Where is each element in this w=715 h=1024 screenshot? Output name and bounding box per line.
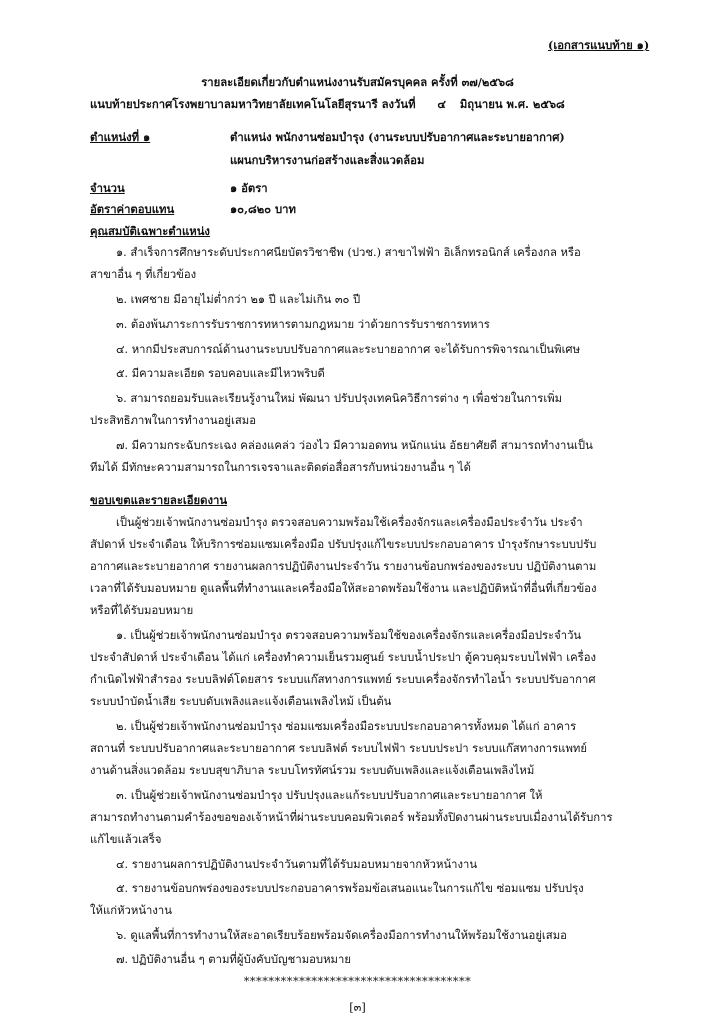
quantity-label: จำนวน: [90, 181, 125, 195]
separator-stars: *************************************: [243, 975, 472, 988]
qualification-item-3: ๓. ต้องพ้นภาระการรับราชการทหารตามกฎหมาย ว่าด้วยการรับราชการทหาร: [116, 318, 490, 331]
qualification-item-1: ๑. สำเร็จการศึกษาระดับประกาศนียบัตรวิชาชีพ (ปวช.) สาขาไฟฟ้า อิเล็กทรอนิกส์ เครื่องกล หรือ: [116, 246, 581, 259]
scope-item-1-line: ประจำสัปดาห์ ประจำเดือน ได้แก่ เครื่องทำความเย็นรวมศูนย์ ระบบน้ำประปา ตู้ควบคุมระบบไฟฟ้า เครื่อง: [90, 651, 597, 664]
scope-item-3-line: สามารถทำงานตามคำร้องขอของเจ้าหน้าที่ผ่านระบบคอมพิวเตอร์ พร้อมทั้งปิดงานผ่านระบบเมื่องานได้รับการ: [90, 811, 613, 824]
qualification-item-7-cont: ทีมได้ มีทักษะความสามารถในการเจรจาและติดต่อสื่อสารกับหน่วยงานอื่น ๆ ได้: [90, 461, 471, 474]
heading-line-1: รายละเอียดเกี่ยวกับตำแหน่งงานรับสมัครบุคคล ครั้งที่ ๓๗/๒๕๖๘: [201, 75, 514, 89]
qualification-item-5: ๕. มีความละเอียด รอบคอบและมีไหวพริบดี: [116, 367, 325, 380]
position-title: ตำแหน่ง พนักงานซ่อมบำรุง (งานระบบปรับอากาศและระบายอากาศ): [230, 130, 565, 144]
scope-intro-line: หรือที่ได้รับมอบหมาย: [90, 604, 194, 617]
quantity-value: ๑ อัตรา: [230, 181, 268, 195]
heading-prefix: แนบท้ายประกาศโรงพยาบาลมหาวิทยาลัยเทคโนโลยีสุรนารี ลงวันที่: [90, 97, 416, 111]
heading-suffix: มิถุนายน พ.ศ. ๒๕๖๘: [459, 97, 565, 111]
qualification-item-1-cont: สาขาอื่น ๆ ที่เกี่ยวข้อง: [90, 268, 197, 281]
scope-title: ขอบเขตและรายละเอียดงาน: [90, 493, 228, 507]
annex-label: (เอกสารแนบท้าย ๑): [548, 38, 650, 52]
heading-line-2: [90, 97, 565, 111]
scope-item-4-line: ๔. รายงานผลการปฏิบัติงานประจำวันตามที่ได้รับมอบหมายจากหัวหน้างาน: [116, 858, 478, 871]
scope-item-1-line: ๑. เป็นผู้ช่วยเจ้าพนักงานซ่อมบำรุง ตรวจสอบความพร้อมใช้ของเครื่องจักรและเครื่องมือประจำวัน: [116, 629, 582, 642]
qualification-item-2: ๒. เพศชาย มีอายุไม่ต่ำกว่า ๒๑ ปี และไม่เกิน ๓๐ ปี: [116, 293, 361, 306]
salary-label: อัตราค่าตอบแทน: [90, 202, 175, 216]
page-number: [๓]: [349, 1001, 366, 1014]
scope-item-5-line: ๕. รายงานข้อบกพร่องของระบบประกอบอาคารพร้อมข้อเสนอแนะในการแก้ไข ซ่อมแซม ปรับปรุง: [116, 882, 584, 895]
salary-value: ๑๐,๘๒๐ บาท: [230, 202, 296, 216]
qualification-item-6-cont: ประสิทธิภาพในการทำงานอยู่เสมอ: [90, 414, 257, 427]
position-label: ตำแหน่งที่ ๑: [90, 130, 151, 144]
qualification-item-6: ๖. สามารถยอมรับและเรียนรู้งานใหม่ พัฒนา ปรับปรุงเทคนิควิธีการต่าง ๆ เพื่อช่วยในการเพิ่ม: [116, 392, 563, 405]
scope-item-3-line: ๓. เป็นผู้ช่วยเจ้าพนักงานซ่อมบำรุง ปรับปรุงและแก้ระบบปรับอากาศและระบายอากาศ ให้: [116, 789, 543, 802]
qualification-item-4: ๔. หากมีประสบการณ์ด้านงานระบบปรับอากาศและระบายอากาศ จะได้รับการพิจารณาเป็นพิเศษ: [116, 343, 581, 356]
scope-intro-line: เวลาที่ได้รับมอบหมาย ดูแลพื้นที่ทำงานและเครื่องมือให้สะอาดพร้อมใช้งาน และปฏิบัติหน้าที่อื่นที่เกี่ยวข้อง: [90, 582, 597, 595]
scope-item-5-line: ให้แก่หัวหน้างาน: [90, 904, 172, 917]
scope-item-2-line: งานด้านสิ่งแวดล้อม ระบบสุขาภิบาล ระบบโทรทัศน์รวม ระบบดับเพลิงและแจ้งเตือนเพลิงไหม้: [90, 764, 535, 777]
scope-item-6-line: ๖. ดูแลพื้นที่การทำงานให้สะอาดเรียบร้อยพร้อมจัดเครื่องมือการทำงานให้พร้อมใช้งานอยู่เสมอ: [116, 929, 567, 942]
scope-item-2-line: สถานที่ ระบบปรับอากาศและระบายอากาศ ระบบลิฟต์ ระบบไฟฟ้า ระบบประปา ระบบแก๊สทางการแพทย์: [90, 742, 587, 755]
scope-item-2-line: ๒. เป็นผู้ช่วยเจ้าพนักงานซ่อมบำรุง ซ่อมแซมเครื่องมือระบบประกอบอาคารทั้งหมด ได้แก่ อาคาร: [116, 720, 577, 733]
scope-item-3-line: แก้ไขแล้วเสร็จ: [90, 833, 162, 846]
position-department: แผนกบริหารงานก่อสร้างและสิ่งแวดล้อม: [230, 153, 425, 167]
scope-item-1-line: ระบบบำบัดน้ำเสีย ระบบดับเพลิงและแจ้งเตือนเพลิงไหม้ เป็นต้น: [90, 695, 392, 708]
scope-item-7-line: ๗. ปฏิบัติงานอื่น ๆ ตามที่ผู้บังคับบัญชามอบหมาย: [116, 953, 351, 966]
qualification-item-7: ๗. มีความกระฉับกระเฉง คล่องแคล่ว ว่องไว มีความอดทน หนักแน่น อัธยาศัยดี สามารถทำงานเป็น: [116, 439, 593, 452]
qualifications-title: คุณสมบัติเฉพาะตำแหน่ง: [90, 224, 210, 238]
scope-intro-line: อากาศและระบายอากาศ รายงานผลการปฏิบัติงานประจำวัน รายงานข้อบกพร่องของระบบ ปฏิบัติงานตาม: [90, 560, 597, 573]
scope-intro-line: สัปดาห์ ประจำเดือน ให้บริการซ่อมแซมเครื่องมือ ปรับปรุงแก้ไขระบบประกอบอาคาร บำรุงรักษาระบบปรับ: [90, 538, 597, 551]
scope-intro-line: เป็นผู้ช่วยเจ้าพนักงานซ่อมบำรุง ตรวจสอบความพร้อมใช้เครื่องจักรและเครื่องมือประจำวัน ประจำ: [116, 516, 583, 529]
heading-day: ๔: [437, 97, 446, 111]
scope-item-1-line: กำเนิดไฟฟ้าสำรอง ระบบลิฟต์โดยสาร ระบบแก๊สทางการแพทย์ ระบบเครื่องจักรทำไอน้ำ ระบบปรับอากาศ: [90, 673, 596, 686]
